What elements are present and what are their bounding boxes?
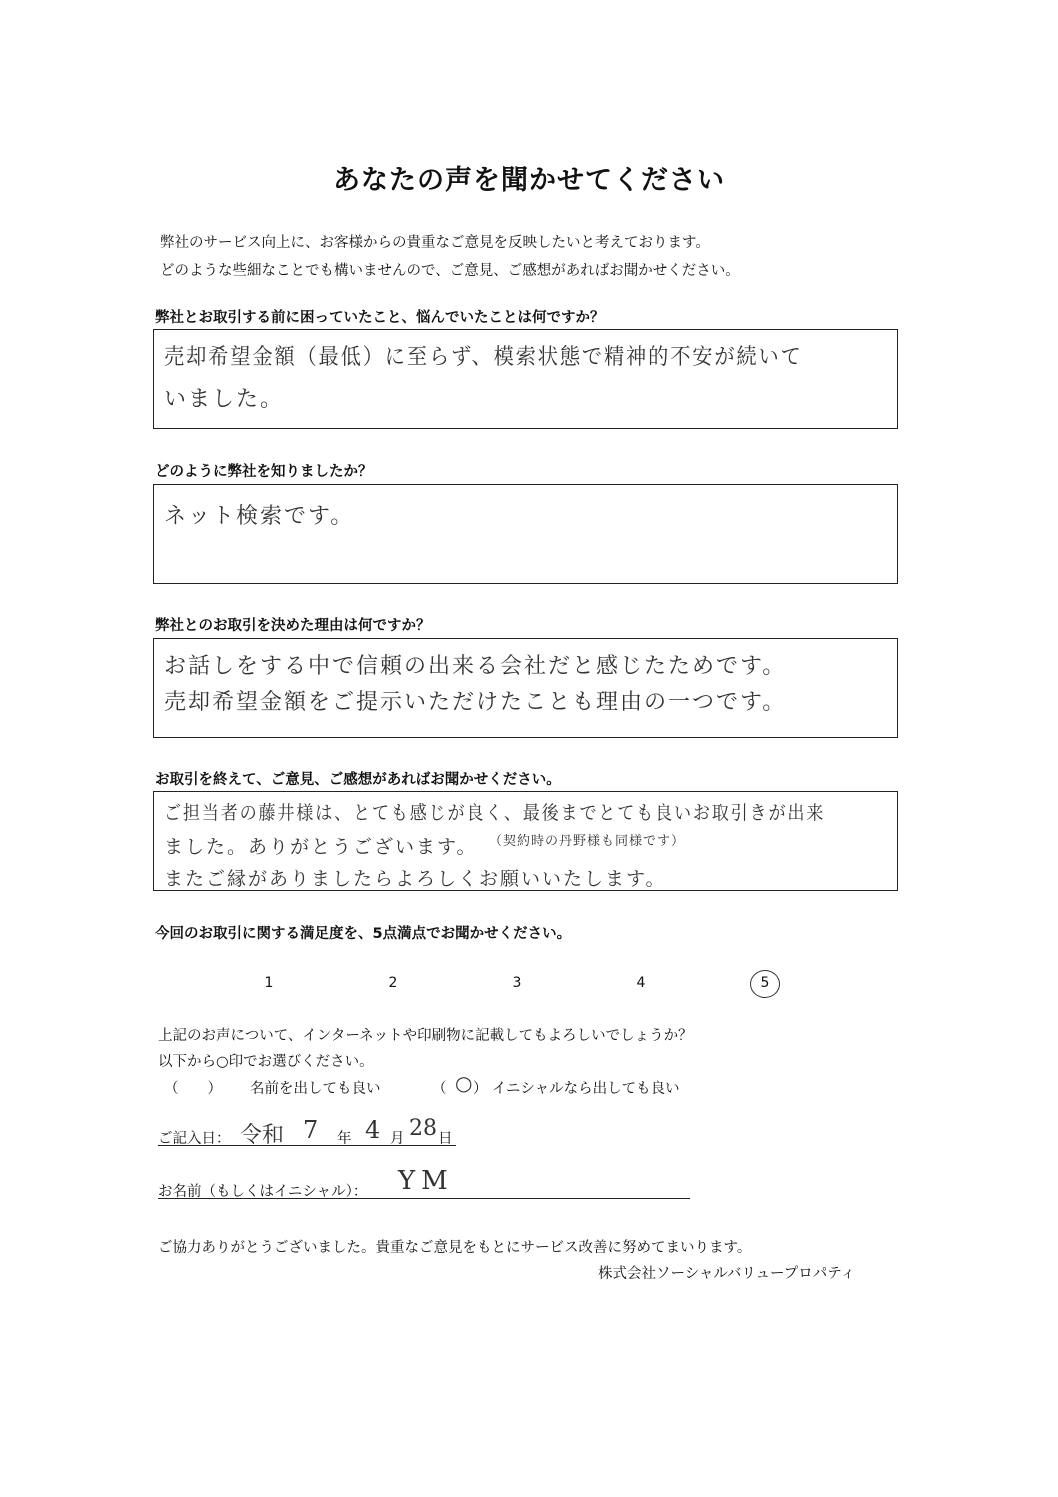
- question-3-answer-line-2: 売却希望金額をご提示いただけたことも理由の一つです。: [164, 690, 787, 715]
- publish-option-2-paren-open: （: [432, 1081, 447, 1097]
- footer-company: 株式会社ソーシャルバリュープロパティ: [598, 1266, 856, 1282]
- question-4-answer-line-3: またご縁がありましたらよろしくお願いいたします。: [164, 868, 667, 890]
- date-year-unit: 年: [337, 1131, 352, 1147]
- date-month-unit: 月: [390, 1131, 405, 1147]
- question-4-answer-line-1: ご担当者の藤井様は、とても感じが良く、最後までとても良いお取引きが出来: [164, 802, 826, 824]
- question-3-label: 弊社とのお取引を決めた理由は何ですか？: [155, 618, 431, 634]
- question-4-answer-line-2: ました。ありがとうございます。: [164, 836, 478, 858]
- question-2-answer-box: [153, 484, 898, 584]
- question-4-answer-note: （契約時の丹野様も同様です）: [489, 834, 686, 849]
- question-1-answer-line-2: いました。: [164, 387, 285, 412]
- question-2-answer-line-1: ネット検索です。: [164, 504, 355, 529]
- publish-option-2-mark[interactable]: ○: [455, 1071, 473, 1095]
- question-1-label: 弊社とお取引する前に困っていたこと、悩んでいたことは何ですか？: [155, 310, 605, 326]
- rating-option-2[interactable]: 2: [388, 975, 398, 991]
- name-value[interactable]: YM: [398, 1166, 454, 1196]
- publish-option-2-paren-close: ）: [473, 1081, 488, 1097]
- date-month[interactable]: 4: [365, 1116, 381, 1144]
- date-label: ご記入日：: [158, 1131, 231, 1147]
- rating-option-1[interactable]: 1: [264, 975, 274, 991]
- page-title: あなたの声を聞かせてください: [333, 165, 725, 196]
- rating-option-4[interactable]: 4: [636, 975, 646, 991]
- publish-option-1-checkbox[interactable]: （ ）: [164, 1081, 222, 1097]
- selected-circle-mark: [750, 970, 780, 998]
- question-1-answer-box: [153, 329, 898, 429]
- publish-instruction: 以下から○印でお選びください。: [158, 1054, 374, 1070]
- publish-option-1-label: 名前を出しても良い: [250, 1081, 381, 1097]
- question-4-answer-box: [153, 791, 898, 891]
- date-day-unit: 日: [438, 1131, 453, 1147]
- rating-option-5[interactable]: 5: [760, 975, 770, 991]
- date-year[interactable]: 7: [303, 1116, 319, 1144]
- question-4-label: お取引を終えて、ご意見、ご感想があればお聞かせください。: [155, 772, 561, 788]
- question-3-answer-box: [153, 638, 898, 738]
- question-3-answer-line-1: お話しをする中で信頼の出来る会社だと感じたためです。: [164, 654, 787, 679]
- date-day[interactable]: 28: [409, 1116, 437, 1141]
- footer-thanks: ご協力ありがとうございました。貴重なご意見をもとにサービス改善に努めてまいります。: [158, 1240, 752, 1256]
- name-label: お名前（もしくはイニシャル）：: [158, 1184, 368, 1200]
- intro-line-1: 弊社のサービス向上に、お客様からの貴重なご意見を反映したいと考えております。: [160, 235, 710, 251]
- rating-label: 今回のお取引に関する満足度を、5点満点でお聞かせください。: [155, 926, 572, 942]
- question-1-answer-line-1: 売却希望金額（最低）に至らず、模索状態で精神的不安が続いて: [164, 345, 803, 370]
- intro-line-2: どのような些細なことでも構いませんので、ご意見、ご感想があればお聞かせください。: [160, 263, 740, 279]
- publish-question: 上記のお声について、インターネットや印刷物に記載してもよろしいでしょうか？: [158, 1028, 693, 1044]
- date-era[interactable]: 令和: [240, 1123, 285, 1148]
- publish-option-2-label: イニシャルなら出しても良い: [492, 1081, 680, 1097]
- question-2-label: どのように弊社を知りましたか？: [155, 464, 373, 480]
- rating-option-3[interactable]: 3: [512, 975, 522, 991]
